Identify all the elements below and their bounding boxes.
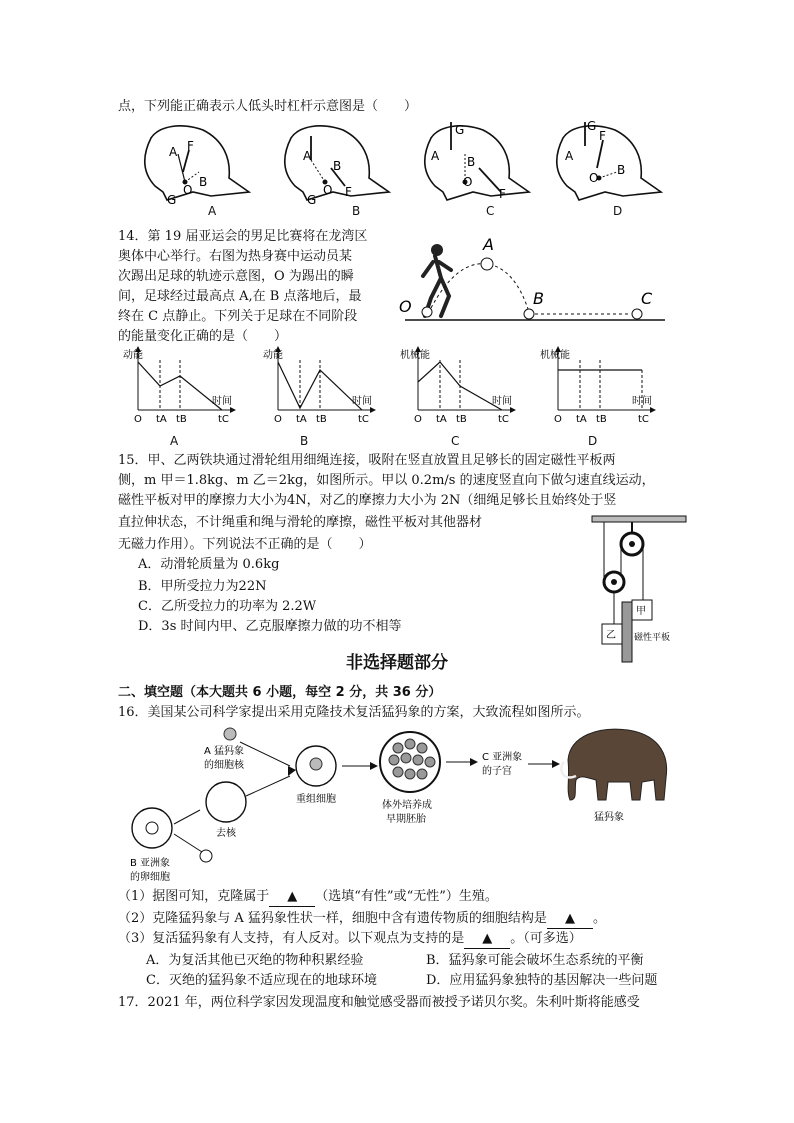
svg-text:乙: 乙 [606, 630, 616, 641]
q16-choice-b: B．猛犸象可能会破坏生态系统的平衡 [426, 953, 644, 968]
svg-text:的卵细胞: 的卵细胞 [130, 872, 170, 883]
svg-text:去核: 去核 [216, 828, 236, 839]
q15-stem-line-2: 侧，m 甲＝1.8kg、m 乙＝2kg，如图所示。甲以 0.2m/s 的速度竖直向下做匀速直线运动， [118, 473, 655, 488]
svg-text:体外培养成: 体外培养成 [382, 800, 432, 811]
player-icon [423, 244, 451, 316]
svg-text:tC: tC [498, 414, 509, 425]
q13-option-a-label: A [208, 204, 217, 218]
svg-text:O: O [554, 414, 562, 425]
svg-text:A: A [431, 149, 440, 163]
q13-option-b-label: B [352, 204, 361, 218]
svg-text:B: B [617, 163, 626, 177]
svg-text:G: G [307, 193, 317, 207]
q14-graph-c [400, 346, 516, 425]
label-a: A [483, 235, 494, 254]
svg-text:重组细胞: 重组细胞 [296, 794, 336, 805]
svg-text:O: O [274, 414, 282, 425]
q14-graph-d [540, 346, 656, 425]
ball-c [632, 309, 642, 319]
svg-text:tC: tC [218, 414, 229, 425]
svg-text:tB: tB [176, 414, 187, 425]
svg-text:B 亚洲象: B 亚洲象 [130, 858, 171, 869]
q14-stem-line-4: 间，足球经过最高点 A,在 B 点落地后，最 [118, 289, 362, 304]
label-b: B [533, 289, 544, 308]
svg-text:时间: 时间 [212, 396, 232, 407]
q15-option-d: D．3s 时间内甲、乙克服摩擦力做的功不相等 [138, 619, 402, 634]
svg-text:O: O [134, 414, 142, 425]
section-title: 非选择题部分 [346, 653, 448, 673]
label-c: C [641, 289, 653, 308]
q14-stem-line-6: 的能量变化正确的是（ ） [118, 329, 288, 344]
ball-a [481, 258, 493, 270]
q14-energy-graphs [118, 346, 678, 428]
q14-stem-line-2: 奥体中心举行。右图为热身赛中运动员某 [118, 249, 353, 264]
svg-text:G: G [455, 123, 465, 137]
q14-graph-a [123, 346, 236, 425]
q15-stem-line-4: 直拉伸状态，不计绳重和绳与滑轮的摩擦，磁性平板对其他器材 [118, 515, 483, 530]
q16-choice-c: C．灭绝的猛犸象不适应现在的地球环境 [146, 973, 377, 988]
svg-text:A 猛犸象: A 猛犸象 [204, 746, 245, 757]
q13-figure-a [145, 126, 249, 207]
svg-text:tA: tA [576, 414, 587, 425]
q13-figure-b [285, 126, 389, 207]
q14-option-b-label: B [300, 434, 309, 448]
q15-pulley-figure [588, 514, 690, 664]
q14-trajectory-figure [395, 232, 670, 328]
q13-option-c-label: C [486, 204, 495, 218]
svg-text:A: A [303, 149, 312, 163]
svg-text:时间: 时间 [632, 396, 652, 407]
svg-text:O: O [414, 414, 422, 425]
ball-o [422, 307, 432, 317]
q14-stem-line-1: 14．第 19 届亚运会的男足比赛将在龙湾区 [118, 229, 368, 244]
q15-stem-line-1: 15．甲、乙两铁块通过滑轮组用细绳连接，吸附在竖直放置且足够长的固定磁性平板两 [118, 453, 616, 468]
q16-blank-1[interactable]: ▲ [269, 888, 315, 907]
label-o: O [399, 297, 412, 316]
svg-text:tA: tA [436, 414, 447, 425]
q15-stem-line-3: 磁性平板对甲的摩擦力大小为4N，对乙的摩擦力大小为 2N（细绳足够长且始终处于竖 [118, 493, 617, 508]
q14-graph-b [263, 346, 376, 425]
q14-stem-line-3: 次踢出足球的轨迹示意图，O 为踢出的瞬 [118, 269, 354, 284]
svg-text:C 亚洲象: C 亚洲象 [482, 752, 523, 763]
svg-text:动能: 动能 [123, 350, 143, 361]
svg-text:O: O [589, 171, 599, 185]
q15-option-c: C．乙所受拉力的功率为 2.2W [138, 599, 317, 614]
svg-text:tA: tA [296, 414, 307, 425]
svg-text:B: B [199, 175, 208, 189]
svg-text:A: A [565, 149, 574, 163]
svg-text:F: F [499, 187, 506, 201]
q15-stem-line-5: 无磁力作用）。下列说法不正确的是（ ） [118, 537, 372, 552]
svg-text:tB: tB [456, 414, 467, 425]
svg-text:G: G [587, 119, 597, 133]
q14-option-d-label: D [588, 434, 598, 448]
q16-blank-2[interactable]: ▲ [547, 910, 593, 929]
svg-text:磁性平板: 磁性平板 [634, 633, 671, 643]
svg-text:机械能: 机械能 [400, 350, 430, 361]
svg-text:B: B [467, 155, 476, 169]
svg-text:G: G [167, 193, 177, 207]
q16-stem: 16．美国某公司科学家提出采用克隆技术复活猛犸象的方案，大致流程如图所示。 [118, 705, 590, 720]
svg-text:tA: tA [156, 414, 167, 425]
q13-figure-c [425, 122, 529, 201]
q13-option-d-label: D [613, 204, 623, 218]
nucleus-a [224, 728, 236, 740]
svg-text:A: A [169, 145, 178, 159]
mammoth-icon [561, 729, 666, 800]
q16-choice-d: D．应用猛犸象独特的基因解决一些问题 [426, 973, 658, 988]
q16-cloning-diagram [118, 720, 688, 888]
svg-text:早期胚胎: 早期胚胎 [386, 814, 426, 825]
q15-option-a: A．动滑轮质量为 0.6kg [138, 557, 280, 572]
svg-text:F: F [599, 129, 606, 143]
q16-sub3: （3）复活猛犸象有人支持，有人反对。以下观点为支持的是 ▲ 。（可多选） [118, 930, 582, 949]
q13-figure-d [557, 119, 661, 200]
svg-text:猛犸象: 猛犸象 [594, 812, 624, 823]
q14-stem-line-5: 终在 C 点静止。下列关于足球在不同阶段 [118, 309, 358, 324]
q16-sub1: （1）据图可知，克隆属于 ▲ （选填“有性”或“无性”）生殖。 [118, 888, 498, 907]
q16-blank-3[interactable]: ▲ [464, 930, 510, 949]
svg-text:tB: tB [316, 414, 327, 425]
svg-text:动能: 动能 [263, 350, 283, 361]
svg-text:的子宫: 的子宫 [482, 766, 512, 777]
q16-choice-a: A．为复活其他已灭绝的物种积累经验 [146, 953, 364, 968]
q14-option-a-label: A [170, 434, 179, 448]
part2-heading: 二、填空题（本大题共 6 小题，每空 2 分，共 36 分） [118, 685, 442, 700]
svg-text:时间: 时间 [492, 396, 512, 407]
svg-text:时间: 时间 [352, 396, 372, 407]
q14-option-c-label: C [451, 434, 460, 448]
svg-text:O: O [323, 183, 333, 197]
q16-sub2: （2）克隆猛犸象与 A 猛犸象性状一样，细胞中含有遗传物质的细胞结构是 ▲ 。 [118, 910, 606, 929]
svg-text:tB: tB [596, 414, 607, 425]
svg-text:tC: tC [358, 414, 369, 425]
svg-text:的细胞核: 的细胞核 [204, 760, 244, 771]
ball-b [524, 309, 534, 319]
svg-text:O: O [463, 175, 473, 189]
q17-stem: 17．2021 年，两位科学家因发现温度和触觉感受器而被授予诺贝尔奖。朱利叶斯将能感受 [118, 995, 640, 1010]
ceiling [592, 516, 686, 522]
svg-text:机械能: 机械能 [540, 350, 570, 361]
svg-text:F: F [187, 139, 194, 153]
q15-option-b: B．甲所受拉力为22N [138, 579, 267, 594]
svg-text:F: F [345, 185, 352, 199]
svg-text:B: B [333, 159, 342, 173]
q13-stem-tail: 点，下列能正确表示人低头时杠杆示意图是（ ） [118, 99, 418, 114]
svg-text:甲: 甲 [636, 606, 646, 617]
enucleated-cell [206, 782, 246, 822]
svg-text:O: O [183, 183, 193, 197]
svg-text:tC: tC [638, 414, 649, 425]
